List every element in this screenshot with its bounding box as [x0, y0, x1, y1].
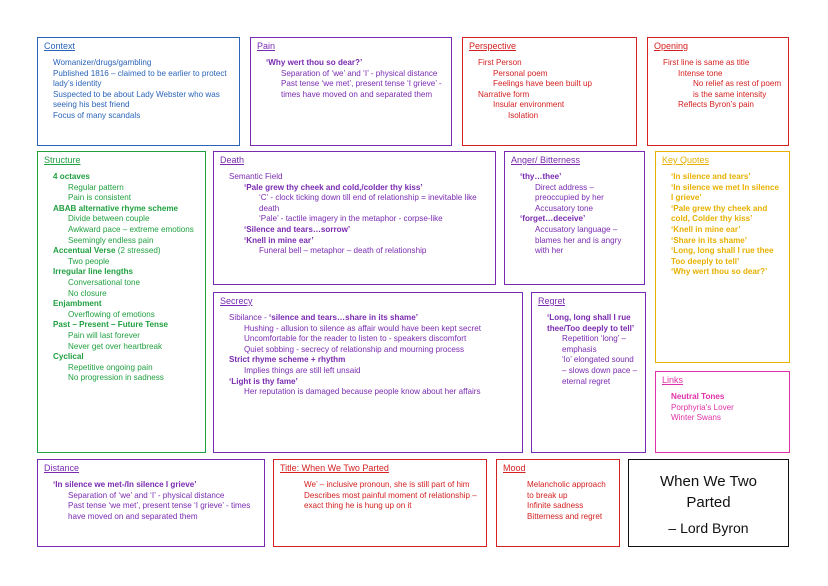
list-item: - Overflowing of emotions: [44, 310, 199, 321]
opening-box: [647, 37, 789, 146]
list-item: - ‘forget…deceive’: [511, 214, 638, 225]
context-list: [44, 58, 233, 122]
sibilance-label: Sibilance -: [229, 313, 270, 322]
list-item: - No relief as rest of poem is the same intensity: [654, 79, 782, 100]
list-item: - Accusatory tone: [511, 204, 638, 215]
death-heading: Death: [220, 155, 245, 165]
list-item: - First line is same as title: [654, 58, 782, 69]
accentual-note: (2 stressed): [115, 246, 161, 256]
list-item: - Isolation: [469, 111, 630, 122]
list-item: - ‘Pale’ - tactile imagery in the metaphor - corpse-like: [220, 214, 489, 225]
list-item: - Bitterness and regret: [503, 512, 613, 523]
list-item: - Repetitive ongoing pain: [44, 363, 199, 374]
list-item: - Implies things are still left unsaid: [220, 366, 516, 377]
poem-title-line1: When We Two: [660, 473, 757, 490]
anger-list: [511, 172, 638, 257]
links-list: [662, 392, 783, 424]
list-item: [220, 313, 516, 324]
regret-heading: Regret: [538, 296, 566, 306]
anger-heading: Anger/ Bitterness: [511, 155, 581, 165]
list-item: - ‘Light is thy fame’: [220, 377, 516, 388]
list-item: - ‘Long, long shall I rue thee/Too deeply to tell’: [538, 313, 639, 334]
poem-title-box: [628, 459, 789, 547]
list-item: - Pain will last forever: [44, 331, 199, 342]
mood-box: [496, 459, 620, 547]
title-analysis-box: [273, 459, 487, 547]
list-item: - Never get over heartbreak: [44, 342, 199, 353]
context-box: [37, 37, 240, 146]
distance-box: [37, 459, 265, 547]
list-item: - 4 octaves: [44, 172, 199, 183]
list-item: - ‘Long, long shall I rue thee Too deeply to tell’: [662, 246, 783, 267]
list-item: - Past tense ‘we met’, present tense ‘I grieve’ - times have moved on and separated them: [44, 501, 258, 522]
list-item: - Regular pattern: [44, 183, 199, 194]
list-item: - ‘In silence we met-/In silence I grieve’: [44, 480, 258, 491]
list-item: - Strict rhyme scheme + rhythm: [220, 355, 516, 366]
list-item: - ‘Knell in mine ear’: [220, 236, 489, 247]
accentual-label: Accentual Verse: [53, 246, 116, 256]
list-item: - Hushing - allusion to silence as affair would have been kept secret: [220, 324, 516, 335]
secrecy-box: [213, 292, 523, 453]
key-quotes-box: [655, 151, 790, 363]
list-item: - Cyclical: [44, 352, 199, 363]
list-item: - Feelings have been built up: [469, 79, 630, 90]
list-item: - Published 1816 – claimed to be earlier to protect lady’s identity: [44, 69, 233, 90]
list-item: - Personal poem: [469, 69, 630, 80]
list-item: - Separation of ‘we’ and ‘I’ - physical distance: [257, 69, 445, 80]
list-item: - Insular environment: [469, 100, 630, 111]
opening-heading: Opening: [654, 41, 689, 51]
context-heading: Context: [44, 41, 76, 51]
list-item: - ‘lo’ elongated sound – slows down pace – eternal regret: [538, 355, 639, 387]
poem-author: – Lord Byron: [668, 520, 749, 536]
structure-list: [44, 172, 199, 384]
list-item: - ABAB alternative rhyme scheme: [44, 204, 199, 215]
list-item: - Awkward pace – extreme emotions: [44, 225, 199, 236]
list-item: - Divide between couple: [44, 214, 199, 225]
list-item: - Two people: [44, 257, 199, 268]
list-item: - Melancholic approach to break up: [503, 480, 613, 501]
list-item: - No progression in sadness: [44, 373, 199, 384]
list-item: - Irregular line lengths: [44, 267, 199, 278]
list-item: - Uncomfortable for the reader to listen to - speakers discomfort: [220, 334, 516, 345]
list-item: - Seemingly endless pain: [44, 236, 199, 247]
regret-box: [531, 292, 646, 453]
list-item: - Focus of many scandals: [44, 111, 233, 122]
list-item: - Winter Swans: [662, 413, 783, 424]
secrecy-list: [220, 313, 516, 398]
list-item: - Narrative form: [469, 90, 630, 101]
list-item: - Enjambment: [44, 299, 199, 310]
perspective-heading: Perspective: [469, 41, 517, 51]
list-item: - Semantic Field: [220, 172, 489, 183]
list-item: - Repetition ‘long’ – emphasis: [538, 334, 639, 355]
pain-box: [250, 37, 452, 146]
list-item: - ‘Knell in mine ear’: [662, 225, 783, 236]
key-quotes-list: [662, 172, 783, 278]
death-box: [213, 151, 496, 285]
links-box: [655, 371, 790, 453]
list-item: - ‘Why wert thou so dear?’: [662, 267, 783, 278]
list-item: - Neutral Tones: [662, 392, 783, 403]
list-item: - ‘Why wert thou so dear?’: [257, 58, 445, 69]
mood-heading: Mood: [503, 463, 526, 473]
list-item: - ‘Pale grew thy cheek and cold, Colder thy kiss’: [662, 204, 783, 225]
sibilance-quote: ‘silence and tears…share in its shame’: [269, 313, 418, 322]
opening-list: [654, 58, 782, 111]
death-list: [220, 172, 489, 257]
list-item: - ‘Silence and tears…sorrow’: [220, 225, 489, 236]
list-item: - ‘In silence and tears’: [662, 172, 783, 183]
list-item: - Quiet sobbing - secrecy of relationship and mourning process: [220, 345, 516, 356]
list-item: - Past – Present – Future Tense: [44, 320, 199, 331]
list-item: - First Person: [469, 58, 630, 69]
secrecy-heading: Secrecy: [220, 296, 253, 306]
list-item: - ‘thy…thee’: [511, 172, 638, 183]
list-item: - ‘C’ - clock ticking down till end of relationship = inevitable like death: [220, 193, 489, 214]
anger-box: [504, 151, 645, 285]
list-item: - Describes most painful moment of relationship – exact thing he is hung up on it: [280, 491, 480, 512]
structure-heading: Structure: [44, 155, 81, 165]
list-item: - Conversational tone: [44, 278, 199, 289]
list-item: - Intense tone: [654, 69, 782, 80]
list-item: - ‘Pale grew thy cheek and cold,/colder thy kiss’: [220, 183, 489, 194]
list-item: - Womanizer/drugs/gambling: [44, 58, 233, 69]
list-item: - Infinite sadness: [503, 501, 613, 512]
list-item: - We’ – inclusive pronoun, she is still part of him: [280, 480, 480, 491]
list-item: - ‘Share in its shame’: [662, 236, 783, 247]
list-item: - Accusatory language – blames her and is angry with her: [511, 225, 638, 257]
structure-box: [37, 151, 206, 453]
title-analysis-heading: Title: When We Two Parted: [280, 463, 389, 473]
list-item: - Reflects Byron’s pain: [654, 100, 782, 111]
title-analysis-list: [280, 480, 480, 512]
list-item: - No closure: [44, 289, 199, 300]
perspective-list: [469, 58, 630, 122]
list-item: - Pain is consistent: [44, 193, 199, 204]
list-item: - Suspected to be about Lady Webster who was seeing his best friend: [44, 90, 233, 111]
key-quotes-heading: Key Quotes: [662, 155, 710, 165]
list-item: - Past tense ‘we met’, present tense ‘I grieve’ - times have moved on and separated them: [257, 79, 445, 100]
distance-heading: Distance: [44, 463, 80, 473]
list-item: - Her reputation is damaged because people know about her affairs: [220, 387, 516, 398]
links-heading: Links: [662, 375, 684, 385]
pain-heading: Pain: [257, 41, 276, 51]
poem-title-line2: Parted: [686, 494, 731, 511]
regret-list: [538, 313, 639, 387]
perspective-box: [462, 37, 637, 146]
pain-list: [257, 58, 445, 100]
list-item: - Porphyria’s Lover: [662, 403, 783, 414]
list-item: - Separation of ‘we’ and ‘I’ - physical distance: [44, 491, 258, 502]
list-item: [44, 246, 199, 257]
list-item: - ‘In silence we met In silence I grieve’: [662, 183, 783, 204]
mood-list: [503, 480, 613, 522]
list-item: - Funeral bell – metaphor – death of relationship: [220, 246, 489, 257]
list-item: - Direct address – preoccupied by her: [511, 183, 638, 204]
distance-list: [44, 480, 258, 522]
